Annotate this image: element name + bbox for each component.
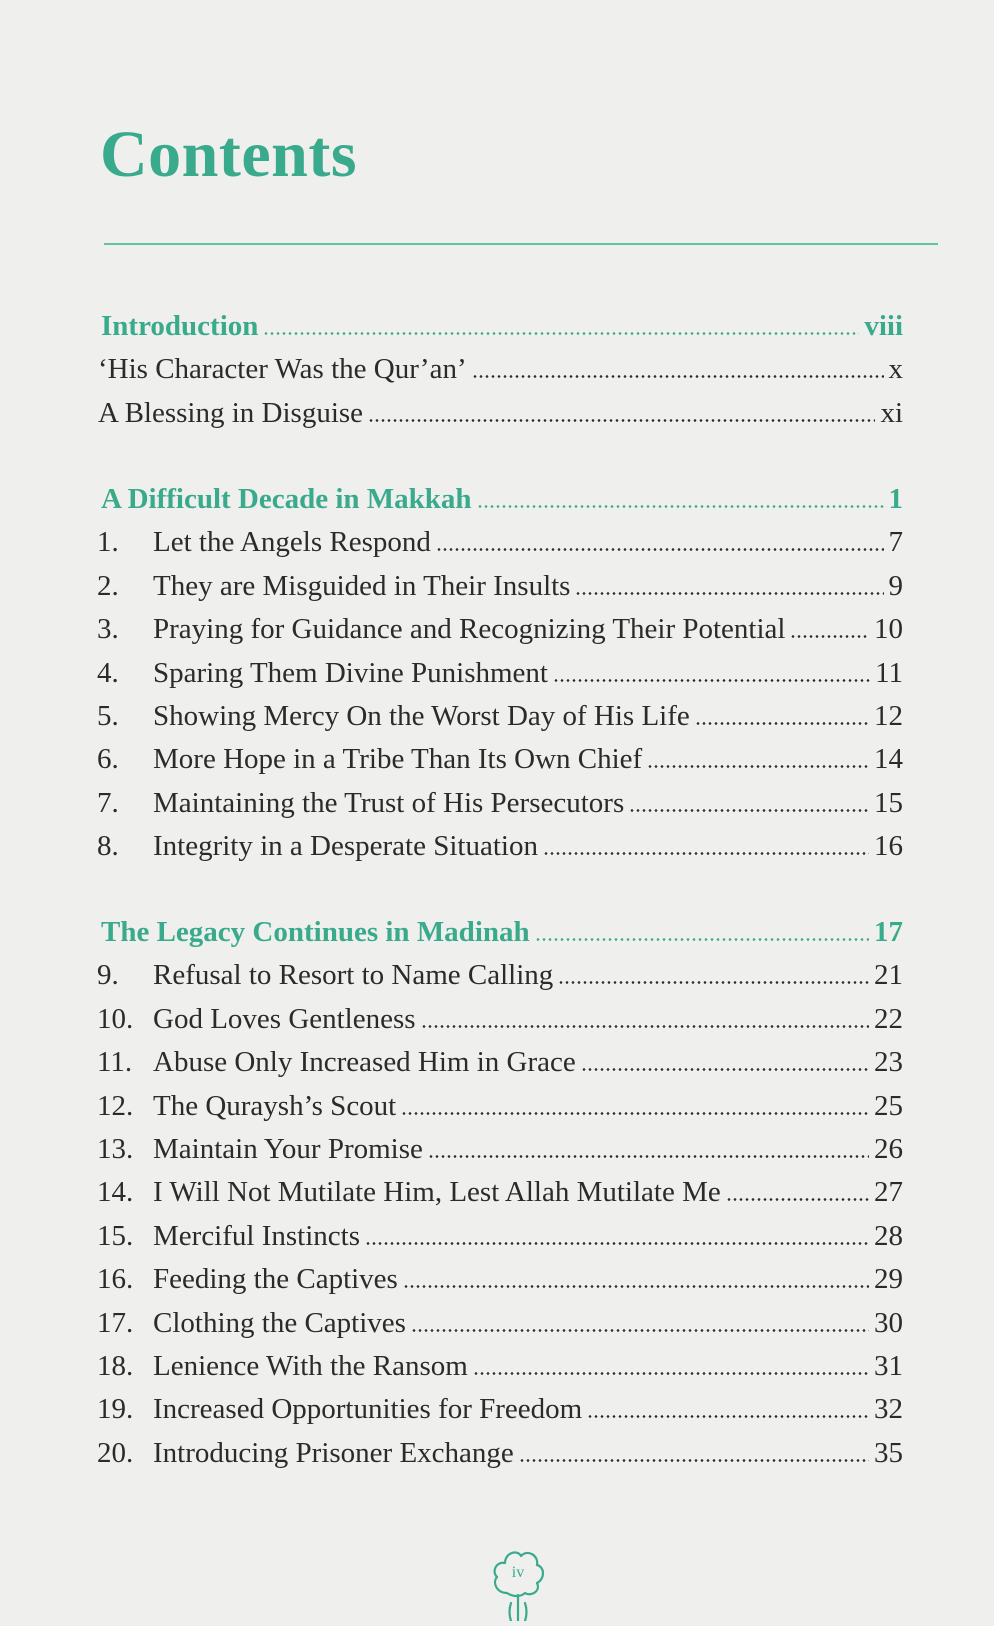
entry-title: Maintaining the Trust of His Persecutors	[153, 786, 625, 819]
entry-title: Merciful Instincts	[153, 1219, 360, 1252]
toc-entry	[0, 1426, 903, 1468]
toc-entry	[0, 1382, 903, 1424]
dot-leader	[368, 416, 875, 422]
entry-title: The Quraysh’s Scout	[153, 1089, 397, 1122]
entry-title: Feeding the Captives	[153, 1263, 398, 1296]
entry-number: 7.	[97, 786, 119, 819]
entry-number: 11.	[97, 1046, 133, 1079]
toc-entry	[0, 776, 903, 818]
entry-page-number: 16	[874, 830, 903, 863]
entry-number: 15.	[97, 1219, 134, 1252]
dot-leader	[575, 589, 883, 595]
entry-title: Abuse Only Increased Him in Grace	[153, 1046, 576, 1079]
dot-leader	[477, 502, 884, 508]
dot-leader	[403, 1282, 869, 1288]
dot-leader	[535, 935, 869, 941]
dot-leader	[519, 1456, 869, 1462]
dot-leader	[587, 1412, 869, 1418]
entry-page-number: 25	[874, 1089, 903, 1122]
entry-number: 9.	[97, 959, 119, 992]
entry-title: They are Misguided in Their Insults	[153, 569, 571, 602]
toc-entry	[0, 1296, 903, 1338]
dot-leader	[428, 1152, 869, 1158]
dot-leader	[401, 1109, 869, 1115]
entry-page-number: 11	[875, 656, 903, 689]
entry-page-number: 32	[874, 1393, 903, 1426]
entry-number: 13.	[97, 1133, 134, 1165]
entry-number: 19.	[97, 1393, 134, 1426]
section-heading	[0, 905, 903, 947]
entry-number: 18.	[97, 1350, 134, 1382]
entry-page-number: 28	[874, 1219, 903, 1252]
entry-page-number: 35	[874, 1436, 903, 1469]
toc-entry	[0, 1122, 903, 1164]
toc-entry	[0, 559, 903, 601]
entry-title: Integrity in a Desperate Situation	[153, 830, 538, 863]
page-number: iv	[511, 1564, 525, 1581]
section-page-number: 17	[874, 916, 903, 948]
entry-page-number: 23	[874, 1046, 903, 1079]
title-divider	[104, 243, 938, 245]
dot-leader	[726, 1195, 869, 1201]
page-title: Contents	[100, 118, 358, 191]
entry-title: Maintain Your Promise	[153, 1133, 423, 1165]
entry-number: 3.	[97, 613, 119, 646]
entry-page-number: 29	[874, 1263, 903, 1296]
section-page-number: 1	[888, 483, 903, 515]
entry-number: 14.	[97, 1176, 134, 1209]
dot-leader	[473, 1369, 869, 1375]
dot-leader	[695, 719, 869, 725]
entry-number: 17.	[97, 1306, 134, 1339]
toc-entry	[0, 1339, 903, 1381]
section-heading-title: Introduction	[101, 310, 259, 342]
entry-page-number: x	[888, 353, 903, 386]
toc-entry	[0, 1079, 903, 1121]
entry-page-number: 22	[874, 1002, 903, 1035]
entry-title: ‘His Character Was the Qur’an’	[98, 353, 467, 386]
entry-page-number: 9	[888, 569, 903, 602]
entry-title: God Loves Gentleness	[153, 1002, 416, 1035]
entry-number: 1.	[97, 526, 119, 559]
entry-number: 20.	[97, 1436, 134, 1469]
entry-title: Clothing the Captives	[153, 1306, 406, 1339]
toc-entry	[0, 646, 903, 688]
entry-title: Increased Opportunities for Freedom	[153, 1393, 583, 1426]
section-heading-title: A Difficult Decade in Makkah	[101, 483, 472, 515]
toc-entry	[0, 1209, 903, 1251]
dot-leader	[263, 329, 859, 335]
toc-entry	[0, 602, 903, 644]
toc-entry	[0, 1165, 903, 1207]
entry-title: Lenience With the Ransom	[153, 1350, 468, 1382]
entry-page-number: xi	[880, 396, 903, 429]
entry-number: 12.	[97, 1089, 134, 1122]
entry-title: Sparing Them Divine Punishment	[153, 656, 548, 689]
entry-title: Introducing Prisoner Exchange	[153, 1436, 514, 1469]
toc-entry	[0, 515, 903, 557]
section-heading	[0, 299, 903, 341]
entry-number: 2.	[97, 569, 119, 602]
section-heading	[0, 472, 903, 514]
toc-entry	[0, 819, 903, 861]
toc-entry	[0, 386, 903, 428]
section-page-number: viii	[864, 310, 903, 342]
entry-title: A Blessing in Disguise	[98, 396, 364, 429]
entry-number: 5.	[97, 700, 119, 732]
entry-number: 16.	[97, 1263, 134, 1296]
entry-title: Let the Angels Respond	[153, 526, 431, 559]
entry-number: 4.	[97, 656, 119, 689]
page-folio	[487, 1541, 549, 1621]
entry-page-number: 26	[874, 1133, 903, 1165]
entry-page-number: 21	[874, 959, 903, 992]
toc-entry	[0, 689, 903, 731]
toc-entry	[0, 948, 903, 990]
entry-title: Praying for Guidance and Recognizing Their Potential	[153, 613, 786, 646]
toc-entry	[0, 992, 903, 1034]
section-heading-title: The Legacy Continues in Madinah	[101, 916, 530, 948]
dot-leader	[421, 1022, 869, 1028]
entry-page-number: 30	[874, 1306, 903, 1339]
toc-entry	[0, 732, 903, 774]
dot-leader	[411, 1326, 869, 1332]
entry-number: 8.	[97, 830, 119, 863]
entry-title: More Hope in a Tribe Than Its Own Chief	[153, 743, 643, 776]
toc-entry	[0, 1035, 903, 1077]
toc-entry	[0, 342, 903, 384]
entry-page-number: 14	[874, 743, 903, 776]
dot-leader	[629, 806, 869, 812]
entry-page-number: 12	[874, 700, 903, 732]
entry-page-number: 31	[874, 1350, 903, 1382]
entry-title: Showing Mercy On the Worst Day of His Life	[153, 700, 690, 732]
dot-leader	[647, 762, 869, 768]
entry-title: I Will Not Mutilate Him, Lest Allah Mutilate Me	[153, 1176, 721, 1209]
entry-page-number: 7	[888, 526, 903, 559]
entry-title: Refusal to Resort to Name Calling	[153, 959, 554, 992]
entry-number: 6.	[97, 743, 119, 776]
entry-number: 10.	[97, 1002, 134, 1035]
entry-page-number: 27	[874, 1176, 903, 1209]
dot-leader	[553, 676, 870, 682]
dot-leader	[472, 372, 884, 378]
entry-page-number: 15	[874, 786, 903, 819]
dot-leader	[558, 978, 869, 984]
toc-entry	[0, 1252, 903, 1294]
entry-page-number: 10	[874, 613, 903, 646]
dot-leader	[365, 1239, 869, 1245]
dot-leader	[543, 849, 869, 855]
dot-leader	[790, 632, 869, 638]
dot-leader	[581, 1065, 869, 1071]
dot-leader	[436, 545, 884, 551]
